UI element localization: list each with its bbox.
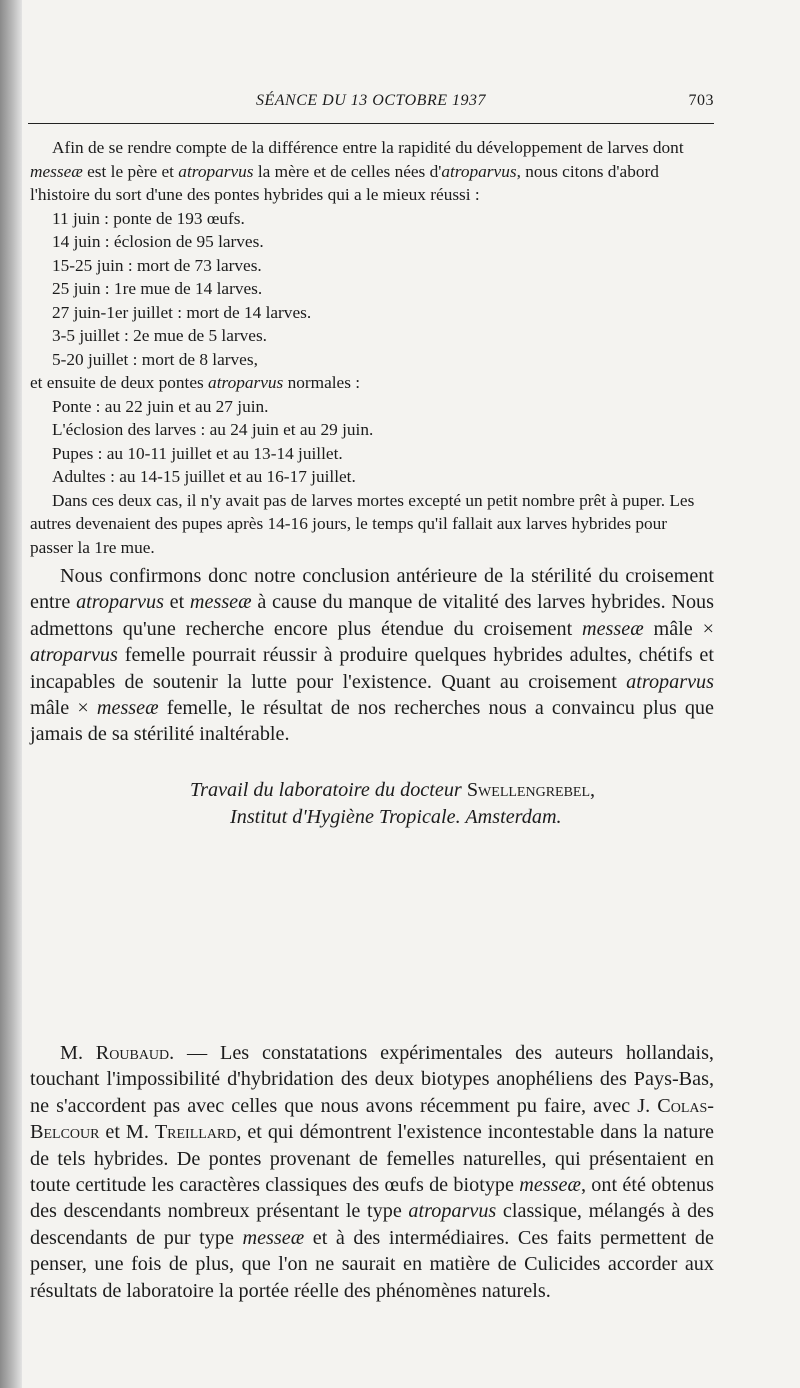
text-run: — Les constatations expérimentales des auteurs hollandais, touchant l'impossibilité d'hybridation des deux biotypes anophéliens des Pays-Bas, ne s'accordent pas avec celles que nous avons récemment pu faire, avec J. bbox=[30, 1042, 714, 1117]
species-name: messeæ bbox=[242, 1226, 305, 1249]
conclusion-paragraph bbox=[30, 563, 714, 748]
text-run: classique, mélangés à des descendants de pur type bbox=[30, 1200, 714, 1249]
species-name: messeæ bbox=[30, 161, 83, 181]
species-name: atroparvus bbox=[30, 644, 118, 667]
credit-line-2: Institut d'Hygiène Tropicale. Amsterdam. bbox=[230, 806, 562, 828]
text-run: la mère et de celles nées d' bbox=[253, 161, 442, 181]
species-name: messeæ bbox=[582, 617, 644, 640]
speaker-name: M. Roubaud. bbox=[60, 1042, 175, 1064]
text-run: est le père et bbox=[82, 161, 179, 181]
timeline-entry: 3-5 juillet : 2e mue de 5 larves. bbox=[52, 326, 267, 345]
header-rule bbox=[28, 123, 714, 124]
timeline-entry: 5-20 juillet : mort de 8 larves, bbox=[52, 349, 258, 369]
discussion-block bbox=[30, 1040, 714, 1304]
species-name: atroparvus bbox=[441, 161, 517, 181]
experiment-notes bbox=[30, 136, 714, 559]
laboratory-credit bbox=[30, 777, 714, 831]
person-name: Colas-Belcour bbox=[30, 1094, 714, 1144]
timeline-entry: 14 juin : éclosion de 95 larves. bbox=[52, 232, 264, 251]
species-name: atroparvus bbox=[178, 161, 254, 181]
text-run: Travail du laboratoire du docteur bbox=[190, 779, 467, 801]
normal-entry: L'éclosion des larves : au 24 juin et au 29 juin. bbox=[52, 420, 374, 439]
credit-line-1 bbox=[30, 777, 714, 804]
normal-entry: Ponte : au 22 juin et au 27 juin. bbox=[52, 396, 269, 416]
text-run: mâle × bbox=[643, 617, 714, 640]
species-name: messeæ bbox=[519, 1174, 581, 1197]
text-run: femelle pourrait réussir à produire quelques hybrides adultes, chétifs et incapables de soutenir la lutte pour l'existence. Quant au croisement bbox=[30, 644, 714, 693]
species-name: atroparvus bbox=[626, 670, 714, 693]
text-run: et ensuite de deux pontes bbox=[30, 373, 209, 392]
species-name: messeæ bbox=[189, 591, 252, 614]
text-run: femelle, le résultat de nos recherches nous a convaincu plus que jamais de sa stérilité inaltérable. bbox=[30, 697, 714, 746]
species-name: atroparvus bbox=[208, 373, 284, 392]
book-spine-shadow bbox=[0, 0, 22, 1388]
timeline-entry: 27 juin-1er juillet : mort de 14 larves. bbox=[52, 302, 312, 322]
species-name: atroparvus bbox=[408, 1200, 497, 1223]
normal-intro bbox=[30, 371, 714, 395]
timeline-entry: 25 juin : 1re mue de 14 larves. bbox=[52, 279, 263, 298]
summary-paragraph: Dans ces deux cas, il n'y avait pas de larves mortes excepté un petit nombre prêt à puper. Les autres devenaient des pupes après 14-16 jours, le temps qu'il fallait aux larves hybrides pour passer la 1re mue. bbox=[30, 490, 695, 557]
intro-paragraph bbox=[30, 136, 714, 207]
discussion-paragraph bbox=[30, 1040, 714, 1304]
text-run: mâle × bbox=[30, 697, 97, 720]
species-name: messeæ bbox=[96, 697, 159, 720]
author-name: Swellengrebel, bbox=[466, 779, 596, 801]
running-title: SÉANCE DU 13 OCTOBRE 1937 bbox=[256, 92, 486, 109]
text-run: à cause du manque de vitalité des larves hybrides. Nous admettons qu'une recherche encore plus étendue du croisement bbox=[30, 591, 714, 640]
text-run: , et qui démontrent l'existence incontestable dans la nature de tels hybrides. De pontes provenant de femelles naturelles, qui présentaient en toute certitude les caractères classiques des œufs de biotype bbox=[30, 1121, 715, 1197]
normal-entry: Pupes : au 10-11 juillet et au 13-14 juillet. bbox=[52, 443, 343, 463]
text-run: Afin de se rendre compte de la différence entre la rapidité du développement de larves dont bbox=[52, 138, 684, 157]
text-run: et à des intermédiaires. Ces faits permettent de penser, une fois de plus, que l'on ne saurait en matière de Culicides accorder aux résultats de laboratoire la portée réelle des phénomènes naturels. bbox=[30, 1226, 714, 1302]
text-run: normales : bbox=[283, 373, 361, 392]
text-run: et bbox=[163, 591, 190, 614]
text-run: Nous confirmons donc notre conclusion antérieure de la stérilité du croisement entre bbox=[30, 565, 714, 614]
species-name: atroparvus bbox=[76, 591, 164, 614]
running-header bbox=[28, 88, 714, 120]
page-number: 703 bbox=[688, 92, 714, 109]
person-name: Treillard bbox=[154, 1121, 237, 1144]
normal-entry: Adultes : au 14-15 juillet et au 16-17 juillet. bbox=[52, 467, 356, 486]
text-run: , nous citons d'abord l'histoire du sort d'une des pontes hybrides qui a le mieux réussi : bbox=[30, 161, 659, 204]
timeline-entry: 11 juin : ponte de 193 œufs. bbox=[52, 208, 245, 228]
conclusion-block bbox=[30, 563, 714, 748]
text-run: et M. bbox=[99, 1121, 155, 1144]
text-run: , ont été obtenus des descendants nombreux présentant le type bbox=[30, 1174, 714, 1223]
timeline-entry: 15-25 juin : mort de 73 larves. bbox=[52, 255, 262, 275]
